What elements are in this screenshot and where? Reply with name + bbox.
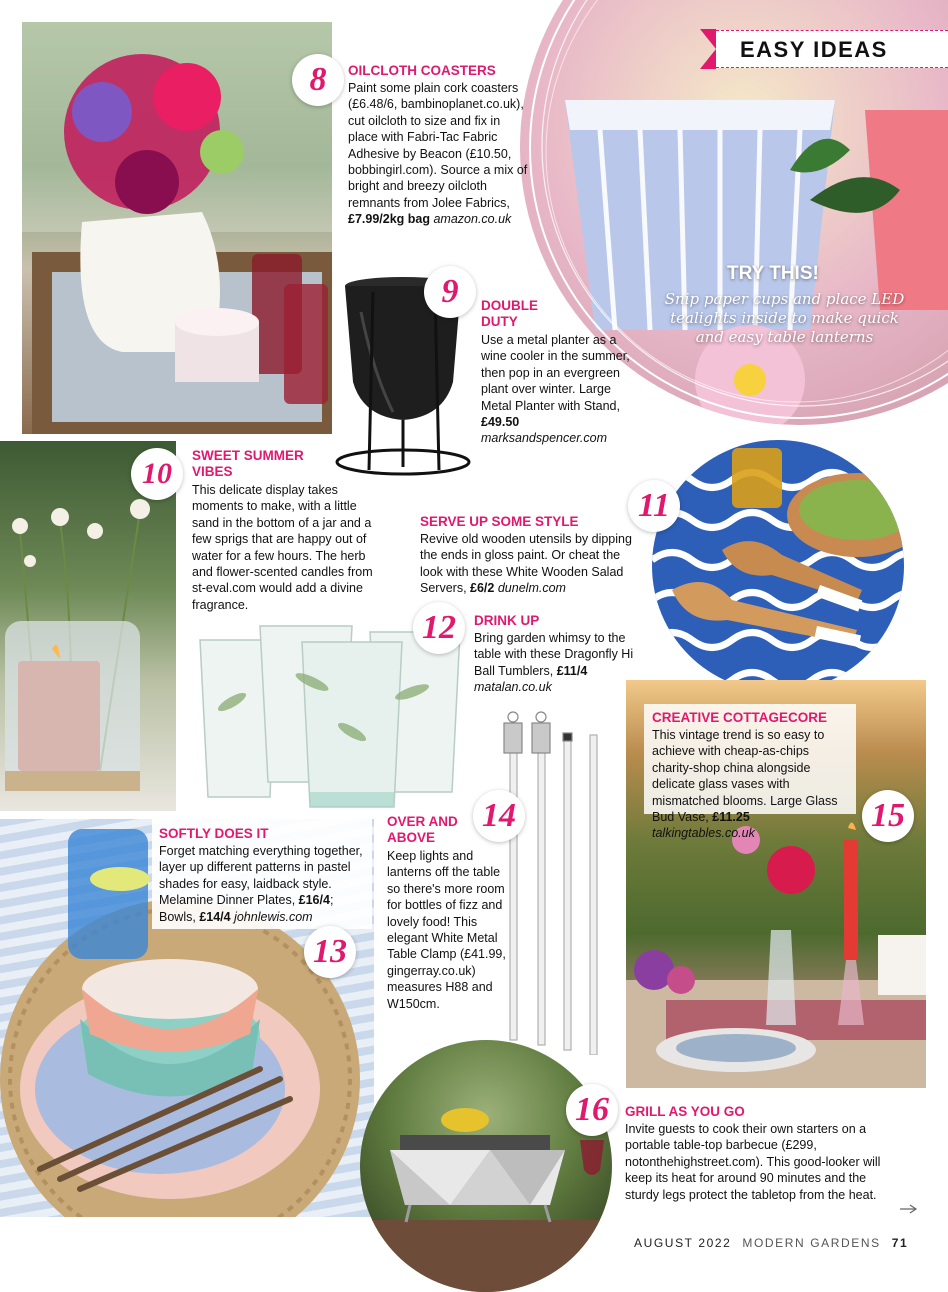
footer-magazine: MODERN GARDENS [742, 1236, 881, 1250]
item-13-title: SOFTLY DOES IT [159, 826, 269, 841]
item-13-body: Forget matching everything together, layer up different patterns in pastel shades for easy, laidback style. Melamine Dinner Plates, £16/4; Bowls, £14/4 johnlewis.com [159, 844, 363, 924]
number-badge-10: 10 [131, 448, 183, 500]
number-badge-13: 13 [304, 926, 356, 978]
number-badge-14: 14 [473, 790, 525, 842]
number-badge-9: 9 [424, 266, 476, 318]
page-arrow-icon [900, 1204, 918, 1214]
item-16-body: Invite guests to cook their own starters on a portable table-top barbecue (£299, notonthehighstreet.com). This good-looker will keep its heat for around 90 minutes and the sturdy legs protect the tabletop from the heat. [625, 1122, 881, 1202]
item-15-title: CREATIVE COTTAGECORE [652, 710, 828, 725]
item-8-title: OILCLOTH COASTERS [348, 63, 496, 78]
item-8-body: Paint some plain cork coasters (£6.48/6, bambinoplanet.co.uk), cut oilcloth to size and fix in place with Fabri-Tac Fabric Adhesive by Beacon (£10.50, bobbingirl.com). Source a mix of bright and breezy oilcloth remnants from Jolee Fabrics, £7.99/2kg bag amazon.co.uk [348, 81, 528, 227]
item-15-body: This vintage trend is so easy to achieve with cheap-as-chips charity-shop china alongside delicate glass vases with mismatched blooms. Large Glass Bud Vase, £11.25 talkingtables.co.uk [652, 728, 838, 841]
item-10-body: This delicate display takes moments to make, with a little sand in the bottom of a jar and a few sprigs that are happy out of water for a few hours. The herb and flower-scented candles from st-eval.com would add a divine fragrance. [192, 483, 373, 612]
item-16-title: GRILL AS YOU GO [625, 1104, 745, 1119]
number-badge-16: 16 [566, 1084, 618, 1136]
item-9-title: DOUBLE DUTY [481, 298, 538, 329]
salad-servers-photo [652, 440, 904, 692]
table-barbecue-photo [360, 1040, 612, 1292]
number-badge-15: 15 [862, 790, 914, 842]
item-10-title: SWEET SUMMER VIBES [192, 448, 304, 479]
try-this-text: Snip paper cups and place LED tealights inside to make quick and easy table lanterns [664, 290, 905, 346]
item-11-body: Revive old wooden utensils by dipping the ends in gloss paint. Or cheat the look with these White Wooden Salad Servers, £6/2 dunelm.com [420, 532, 632, 596]
footer-page-number: 71 [891, 1236, 909, 1250]
item-9-body: Use a metal planter as a wine cooler in the summer, then pop in an evergreen plant over winter. Large Metal Planter with Stand, £49.50 marksandspencer.com [481, 333, 630, 446]
item-11-title: SERVE UP SOME STYLE [420, 514, 579, 529]
item-12-body: Bring garden whimsy to the table with these Dragonfly Hi Ball Tumblers, £11/4 matalan.co.uk [474, 631, 634, 695]
number-badge-8: 8 [292, 54, 344, 106]
item-14-title: OVER AND ABOVE [387, 814, 458, 845]
page-footer [634, 1236, 908, 1250]
banner-title: EASY IDEAS [740, 37, 888, 62]
easy-ideas-banner [716, 30, 948, 68]
footer-date: AUGUST 2022 [634, 1236, 732, 1250]
number-badge-11: 11 [628, 480, 680, 532]
try-this-title: TRY THIS! [727, 263, 819, 284]
coasters-photo [22, 22, 332, 434]
number-badge-12: 12 [413, 602, 465, 654]
item-14-body: Keep lights and lanterns off the table so there's more room for bottles of fizz and lovely food! This elegant White Metal Table Clamp (£41.99, gingerray.co.uk) measures H88 and W150cm. [387, 849, 506, 1011]
item-12-title: DRINK UP [474, 613, 540, 628]
table-clamp-photo [496, 705, 606, 1055]
